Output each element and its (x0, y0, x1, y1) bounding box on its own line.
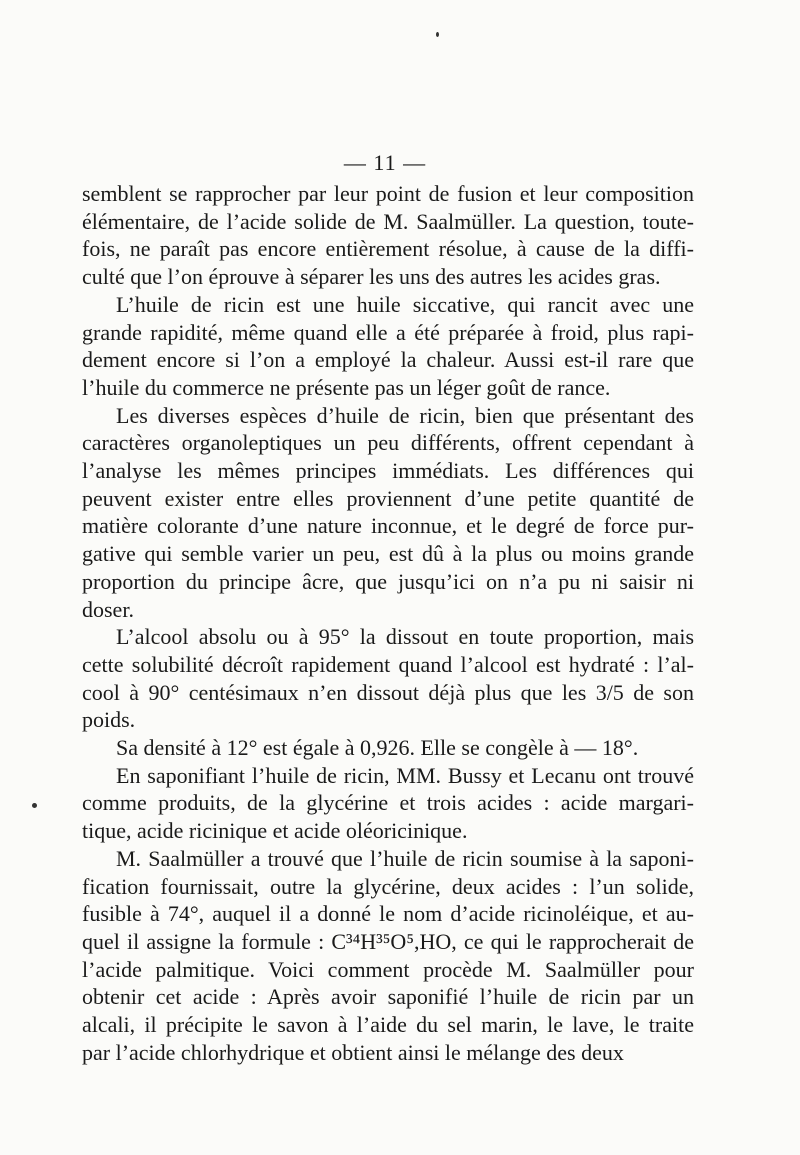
text-line: quel il assigne la formule : C³⁴H³⁵O⁵,HO, ce qui le rapprocherait de (82, 928, 694, 954)
text-line: l’acide palmitique. Voici comment procède M. Saalmüller pour (82, 956, 694, 982)
text-line: comme produits, de la glycérine et trois acides : acide margari- (82, 790, 694, 816)
text-line: Les diverses espèces d’huile de ricin, bien que présentant des (116, 402, 694, 428)
text-line: l’analyse les mêmes principes immédiats. Les différences qui (82, 458, 694, 484)
text-line: peuvent exister entre elles proviennent d’une petite quantité de (82, 485, 694, 511)
paragraph (82, 180, 694, 291)
text-line: fusible à 74°, auquel il a donné le nom d’acide ricinoléique, et au- (82, 901, 694, 927)
paragraph (82, 623, 694, 734)
text-line: cool à 90° centésimaux n’en dissout déjà plus que les 3/5 de son (82, 679, 694, 705)
paragraph (82, 402, 694, 624)
text-line: matière colorante d’une nature inconnue, et le degré de force pur- (82, 513, 694, 539)
text-line: culté que l’on éprouve à séparer les uns des autres les acides gras. (82, 264, 661, 290)
text-line: dement encore si l’on a employé la chaleur. Aussi est-il rare que (82, 347, 694, 373)
scan-speck (436, 32, 439, 37)
scan-speck (32, 803, 37, 808)
text-line: alcali, il précipite le savon à l’aide du sel marin, le lave, le traite (82, 1012, 694, 1038)
text-line: fois, ne paraît pas encore entièrement résolue, à cause de la diffi- (82, 236, 694, 262)
text-line: L’huile de ricin est une huile siccative, qui rancit avec une (116, 291, 694, 317)
text-line: obtenir cet acide : Après avoir saponifié l’huile de ricin par un (82, 984, 694, 1010)
text-line: En saponifiant l’huile de ricin, MM. Bussy et Lecanu ont trouvé (116, 762, 694, 788)
text-line: M. Saalmüller a trouvé que l’huile de ricin soumise à la saponi- (116, 845, 694, 871)
body-text (82, 180, 694, 1067)
text-line: tique, acide ricinique et acide oléoricinique. (82, 818, 468, 844)
text-line: par l’acide chlorhydrique et obtient ainsi le mélange des deux (82, 1039, 624, 1065)
paragraph (82, 762, 694, 845)
text-line: grande rapidité, même quand elle a été préparée à froid, plus rapi- (82, 319, 694, 345)
text-line: gative qui semble varier un peu, est dû à la plus ou moins grande (82, 541, 694, 567)
text-line: Sa densité à 12° est égale à 0,926. Elle se congèle à — 18°. (116, 735, 639, 761)
text-line: doser. (82, 596, 134, 622)
page-number: — 11 — (343, 150, 427, 175)
text-line: proportion du principe âcre, que jusqu’ici on n’a pu ni saisir ni (82, 568, 694, 594)
text-line: L’alcool absolu ou à 95° la dissout en toute proportion, mais (116, 624, 694, 650)
text-line: l’huile du commerce ne présente pas un léger goût de rance. (82, 374, 611, 400)
paragraph (82, 845, 694, 1067)
text-line: fication fournissait, outre la glycérine, deux acides : l’un solide, (82, 873, 694, 899)
text-line: poids. (82, 707, 136, 733)
text-line: semblent se rapprocher par leur point de fusion et leur composition (82, 181, 694, 206)
paragraph (82, 291, 694, 402)
paragraph (82, 734, 694, 762)
text-line: élémentaire, de l’acide solide de M. Saalmüller. La question, toute- (82, 208, 694, 234)
text-line: caractères organoleptiques un peu différents, offrent cependant à (82, 430, 694, 456)
text-line: cette solubilité décroît rapidement quand l’alcool est hydraté : l’al- (82, 651, 694, 677)
